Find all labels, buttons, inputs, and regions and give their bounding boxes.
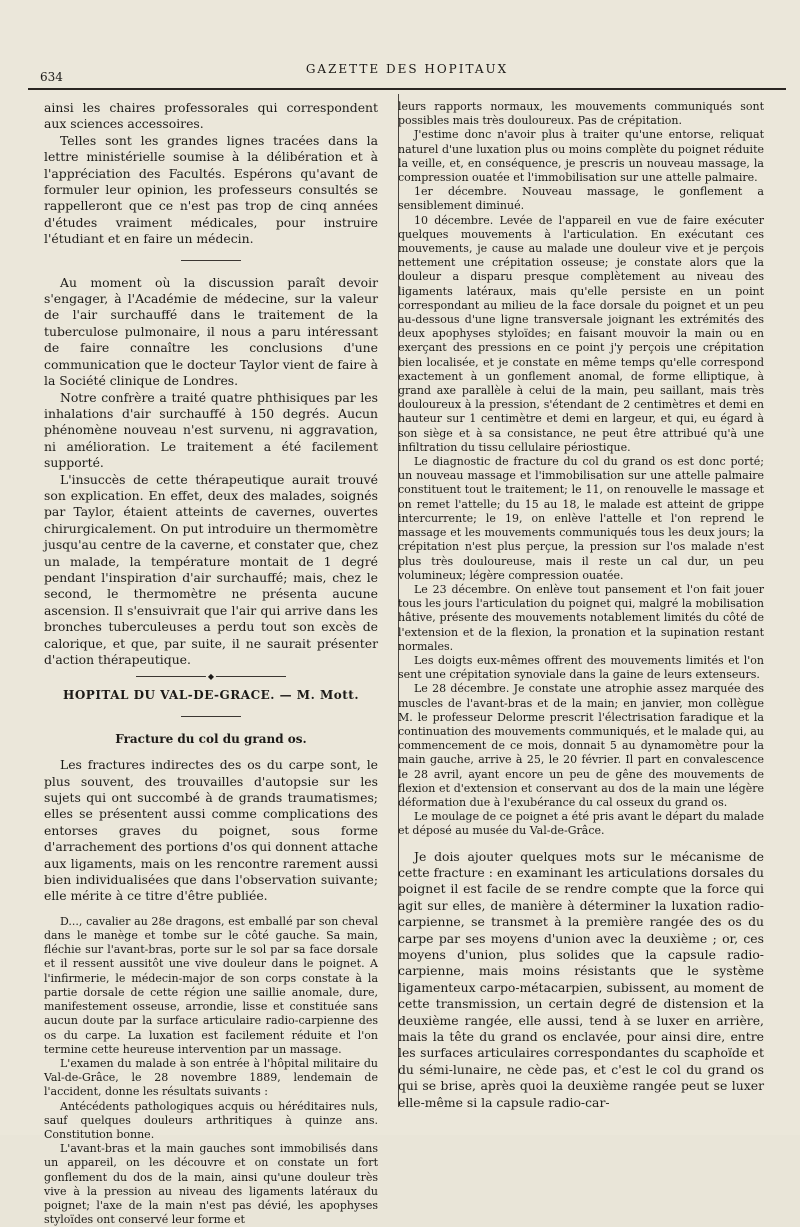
paragraph: Le 28 décembre. Je constate une atrophie assez marquée des muscles de l'avant-bras et de la main; en janvier, mon collègue M. le professeur Delorme prescrit l'électrisation faradique et la continuation des mouvements communiqués, et le malade qui, au commencement de ce mois, donnait 5 au dynamomètre pour la main gauche, arrive à 25, le 20 février. Il part en convalescence le 28 avril, ayant encore un peu de gêne des mouvements de flexion et d'extension et conservant au dos de la main une légère déformation due à l'exubérance du cal osseux du grand os.	[398, 682, 764, 809]
paragraph: 1er décembre. Nouveau massage, le gonflement a sensiblement diminué.	[398, 185, 764, 213]
paragraph: Telles sont les grandes lignes tracées dans la lettre ministérielle soumise à la délibération et à l'appréciation des Facultés. Espérons qu'avant de formuler leur opinion, les professeurs consultés se rappelleront que ce n'est pas trop de cinq années d'études vraiment médicales, pour instruire l'étudiant et en faire un médecin.	[44, 132, 378, 247]
paragraph: Le moulage de ce poignet a été pris avant le départ du malade et déposé au musée du Val-de-Grâce.	[398, 810, 764, 838]
paragraph: L'examen du malade à son entrée à l'hôpital militaire du Val-de-Grâce, le 28 novembre 1889, lendemain de l'accident, donne les résultats suivants :	[44, 1056, 378, 1099]
right-column	[398, 100, 764, 1111]
paragraph: ainsi les chaires professorales qui correspondent aux sciences accessoires.	[44, 100, 378, 132]
paragraph: Le 23 décembre. On enlève tout pansement et l'on fait jouer tous les jours l'articulation du poignet qui, malgré la mobilisation hâtive, présente des mouvements notablement limités du côté de l'extension et de la flexion, la pronation et la supination restant normales.	[398, 582, 764, 653]
paragraph: L'avant-bras et la main gauches sont immobilisés dans un appareil, on les découvre et on constate un fort gonflement du dos de la main, ainsi qu'une douleur très vive à la pression au niveau des ligaments latéraux du poignet; l'axe de la main n'est pas dévié, les apophyses styloïdes ont conservé leur forme et	[44, 1142, 378, 1227]
page-header	[28, 56, 786, 86]
journal-title: GAZETTE DES HOPITAUX	[305, 62, 509, 76]
left-column	[44, 100, 378, 1227]
paragraph: Notre confrère a traité quatre phthisiques par les inhalations d'air surchauffé à 150 degrés. Aucun phénomène nouveau n'est survenu, ni aggravation, ni amélioration. Le traitement a été facilement supporté.	[44, 389, 378, 471]
case-observation	[44, 915, 378, 1227]
section-title: HOPITAL DU VAL-DE-GRACE. — M. Mott.	[63, 688, 359, 703]
ornament-divider	[136, 676, 286, 677]
paragraph: Le diagnostic de fracture du col du grand os est donc porté; un nouveau massage et l'immobilisation sur une attelle palmaire constituent tout le traitement; le 11, on renouvelle le massage et on remet l'attelle; du 15 au 18, le malade est atteint de grippe intercurrente; le 19, on enlève l'attelle et l'on reprend le massage et les mouvements communiqués tous les deux jours; la crépitation n'est plus perçue, la pression sur l'os malade n'est plus très douloureuse, mais il reste un cal dur, un peu volumineux; légère compression ouatée.	[398, 455, 764, 582]
paragraph: J'estime donc n'avoir plus à traiter qu'une entorse, reliquat naturel d'une luxation plus ou moins complète du poignet réduite la veille, et, en conséquence, je prescris un nouveau massage, la compression ouatée et l'immobilisation sur une attelle palmaire.	[398, 128, 764, 185]
paragraph: D..., cavalier au 28e dragons, est emballé par son cheval dans le manège et tombe sur le côté gauche. Sa main, fléchie sur l'avant-bras, porte sur le sol par sa face dorsale et il ressent aussitôt une vive douleur dans le poignet. A l'infirmerie, le médecin-major de son corps constate à la partie dorsale de cette région une saillie anomale, dure, manifestement osseuse, arrondie, lisse et constituée sans aucun doute par la surface articulaire radio-carpienne des os du carpe. La luxation est facilement réduite et l'on termine cette heureuse intervention par un massage.	[44, 914, 378, 1056]
paragraph: leurs rapports normaux, les mouvements communiqués sont possibles mais très douloureux. Pas de crépitation.	[398, 100, 764, 128]
paragraph: Les doigts eux-mêmes offrent des mouvements limités et l'on sent une crépitation synoviale dans la gaine de leurs extenseurs.	[398, 653, 764, 682]
section-divider	[181, 260, 241, 261]
paragraph: Je dois ajouter quelques mots sur le mécanisme de cette fracture : en examinant les articulations dorsales du poignet il est facile de se rendre compte que la force qui agit sur elles, de manière à déterminer la luxation radio-carpienne, se transmet à la première rangée des os du carpe par ses moyens d'union avec la deuxième ; or, ces moyens d'union, plus solides que la capsule radio-carpienne, mais moins résistants que le système ligamenteux carpo-métacarpien, subissent, au moment de cette transmission, un certain degré de distension et la deuxième rangée, elle aussi, tend à se luxer en arrière, mais la tête du grand os enclavée, pour ainsi dire, entre les surfaces articulaires correspondantes du scaphoïde et du sémi-lunaire, ne cède pas, et c'est le col du grand os qui se brise, après quoi la deuxième rangée peut se luxer elle-même si la capsule radio-car-	[398, 848, 764, 1110]
paragraph: 10 décembre. Levée de l'appareil en vue de faire exécuter quelques mouvements à l'articulation. En exécutant ces mouvements, je cause au malade une douleur vive et je perçois nettement une crépitation osseuse; je constate alors que la douleur a disparu presque complètement au niveau des ligaments latéraux, mais qu'elle persiste en un point correspondant au milieu de la face dorsale du poignet et un peu au-dessous d'une ligne transversale joignant les extrémités des deux apophyses styloïdes; en faisant mouvoir la main ou en exerçant des pressions en ce point j'y perçois une crépitation bien localisée, et je constate en même temps qu'elle correspond exactement à un gonflement anomal, de forme elliptique, à grand axe parallèle à celui de la main, peu saillant, mais très douloureux à la pression, s'étendant de 2 centimètres et demi en hauteur sur 1 centimètre et demi en largeur, et qui, eu égard à son siège et à sa consistance, ne peut être attribué qu'à une infiltration du tissu cellulaire périostique.	[398, 213, 764, 454]
paragraph: L'insuccès de cette thérapeutique aurait trouvé son explication. En effet, deux des malades, soignés par Taylor, étaient atteints de cavernes, ouvertes chirurgicalement. On put introduire un thermomètre jusqu'au centre de la caverne, et constater que, chez un malade, la température montait de 1 degré pendant l'inspiration d'air surchauffé; mais, chez le second, le thermomètre ne présenta aucune ascension. Il s'ensuivrait que l'air qui arrive dans les bronches tuberculeuses a perdu tout son excès de calorique, et que, par suite, il ne saurait présenter d'action thérapeutique.	[44, 471, 378, 667]
section-divider	[181, 716, 241, 717]
paragraph: Antécédents pathologiques acquis ou héréditaires nuls, sauf quelques douleurs arthritiques à quinze ans. Constitution bonne.	[44, 1099, 378, 1141]
case-observation-cont	[398, 100, 764, 839]
page-number: 634	[40, 70, 63, 84]
header-rule	[28, 88, 786, 90]
paragraph: Les fractures indirectes des os du carpe sont, le plus souvent, des trouvailles d'autopsie sur les sujets qui ont succombé à de grands traumatismes; elles se présentent aussi comme complications des entorses graves du poignet, sous forme d'arrachement des portions d'os qui donnent attache aux ligaments, mais on les rencontre rarement aussi bien individualisées que dans l'observation suivante; elle mérite à ce titre d'être publiée.	[44, 757, 378, 904]
paragraph: Au moment où la discussion paraît devoir s'engager, à l'Académie de médecine, sur la valeur de l'air surchauffé dans le traitement de la tuberculose pulmonaire, il nous a paru intéressant de faire connaître les conclusions d'une communication que le docteur Taylor vient de faire à la Société clinique de Londres.	[44, 274, 378, 389]
section-subtitle: Fracture du col du grand os.	[115, 731, 307, 746]
